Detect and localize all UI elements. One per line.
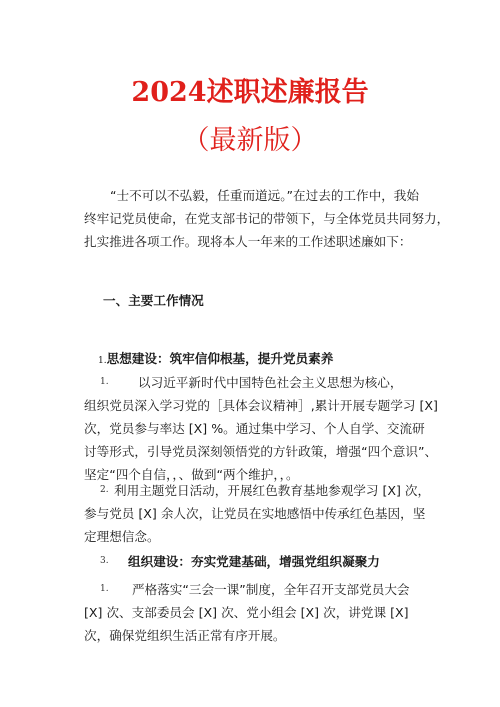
subsection-number: 3.	[100, 556, 109, 566]
item-number: 2.	[100, 485, 109, 495]
paragraph-line: 讨等形式，引导党员深刻领悟党的方针政策，增强“四个意识”、	[84, 444, 438, 459]
subsection-title: 思想建设：筑牢信仰根基，提升党员素养	[106, 351, 334, 366]
subsection-heading	[98, 348, 333, 367]
paragraph-line: 定理想信念。	[84, 529, 160, 544]
paragraph-line: 次，确保党组织生活正常有序开展。	[84, 628, 286, 643]
intro-line: 扎实推进各项工作。现将本人一年来的工作述职述廉如下：	[84, 234, 412, 249]
paragraph-line: [X] 次、支部委员会 [X] 次、党小组会 [X] 次，讲党课 [X]	[84, 605, 409, 620]
paragraph-line: 组织党员深入学习党的［具体会议精神］,累计开展专题学习 [X]	[84, 398, 438, 413]
paragraph-line: 坚定“四个自信，，、做到“两个维护，，。	[84, 467, 299, 482]
paragraph-line: 参与党员 [X] 余人次，让党员在实地感悟中传承红色基因，坚	[84, 506, 426, 521]
item-number: 1.	[100, 377, 109, 387]
document-subtitle: （最新版）	[182, 125, 318, 156]
document-title: 2024述职述廉报告	[131, 77, 369, 108]
intro-line: “士不可以不弘毅，任重而道远。”在过去的工作中，我始	[110, 188, 419, 203]
paragraph-line: 利用主题党日活动，开展红色教育基地参观学习 [X] 次，	[114, 483, 431, 498]
subsection-number: 1.	[98, 356, 107, 366]
section-heading: 一、主要工作情况	[103, 293, 204, 308]
intro-line: 终牢记党员使命，在党支部书记的带领下，与全体党员共同努力，	[84, 211, 450, 226]
paragraph-line: 严格落实“三会一课”制度，全年召开支部党员大会	[132, 582, 410, 597]
subsection-title: 组织建设：夯实党建基础，增强党组织凝聚力	[128, 554, 380, 569]
paragraph-line: 次，党员参与率达 [X] %。通过集中学习、个人自学、交流研	[84, 421, 425, 436]
paragraph-line: 以习近平新时代中国特色社会主义思想为核心，	[138, 375, 403, 390]
item-number: 1.	[100, 584, 109, 594]
